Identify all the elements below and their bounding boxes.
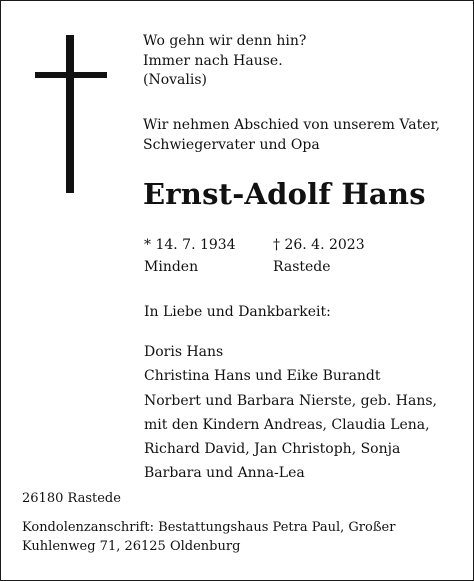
family-line: mit den Kindern Andreas, Claudia Lena, <box>144 416 430 433</box>
family-list <box>144 340 437 486</box>
birth-info <box>144 234 236 278</box>
family-line: Christina Hans und Eike Burandt <box>144 368 381 385</box>
thanks-heading: In Liebe und Dankbarkeit: <box>144 304 331 320</box>
quote-block <box>143 32 306 91</box>
death-place: Rastede <box>273 259 331 275</box>
birth-date: * 14. 7. 1934 <box>144 237 236 253</box>
contact-line: Kuhlenweg 71, 26125 Oldenburg <box>22 538 241 554</box>
deceased-name: Ernst-Adolf Hans <box>143 177 426 211</box>
farewell-line: Wir nehmen Abschied von unserem Vater, <box>143 117 441 133</box>
quote-author: (Novalis) <box>143 72 207 88</box>
family-line: Doris Hans <box>144 344 224 360</box>
quote-line: Immer nach Hause. <box>143 52 283 69</box>
death-info <box>273 234 365 278</box>
quote-line: Wo gehn wir denn hin? <box>143 33 307 49</box>
farewell-text <box>143 115 440 155</box>
family-line: Barbara und Anna-Lea <box>144 465 305 482</box>
cross-vertical-bar <box>66 35 74 193</box>
death-date: † 26. 4. 2023 <box>273 237 365 253</box>
contact-line: Kondolenzanschrift: Bestattungshaus Petra Paul, Großer <box>22 520 396 535</box>
condolence-address <box>22 519 395 556</box>
family-line: Richard David, Jan Christoph, Sonja <box>144 441 401 458</box>
birth-place: Minden <box>144 259 199 275</box>
latin-cross-icon <box>35 35 107 193</box>
farewell-line: Schwiegervater und Opa <box>143 137 320 153</box>
location-text: 26180 Rastede <box>22 491 121 506</box>
family-line: Norbert und Barbara Nierste, geb. Hans, <box>144 392 437 409</box>
cross-horizontal-bar <box>35 72 107 78</box>
